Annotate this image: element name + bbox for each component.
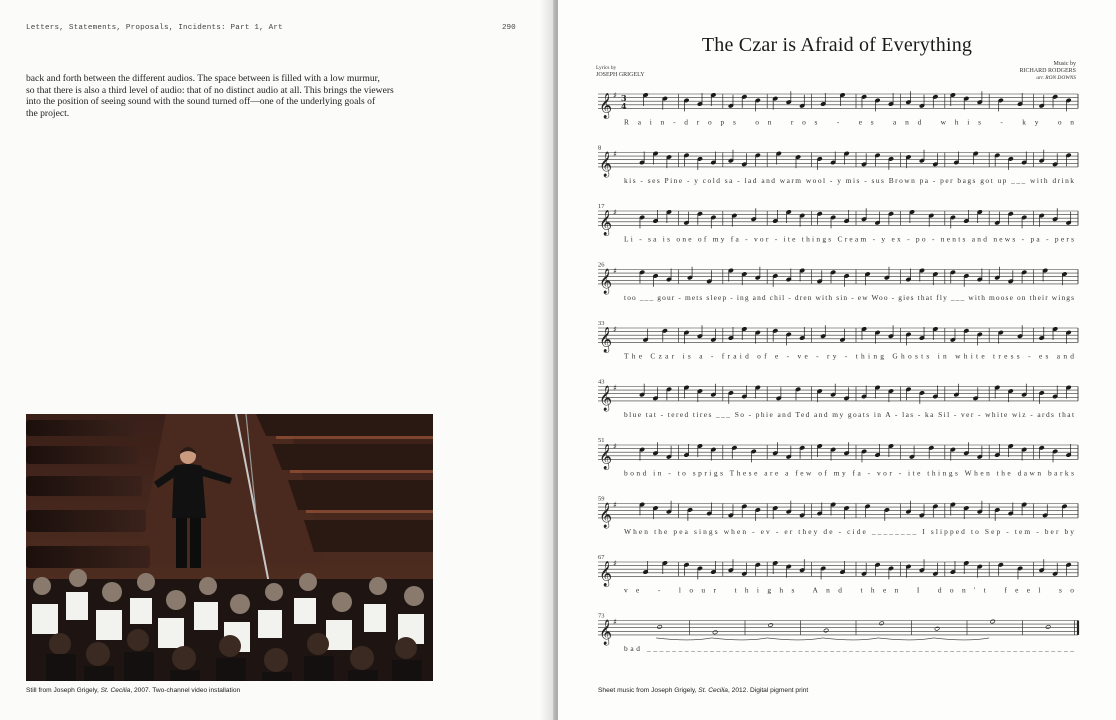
caption-text: Sheet music from Joseph Grigely, — [598, 687, 699, 694]
treble-clef-icon: 𝄞 — [599, 502, 613, 528]
caption-work-title: St. Cecilia — [698, 687, 728, 694]
score-caption — [598, 687, 808, 694]
note-head — [823, 628, 828, 633]
composer-name: RICHARD RODGERS — [1019, 68, 1076, 74]
key-sharp-icon: ♯ — [613, 559, 617, 568]
treble-clef-icon: 𝄞 — [599, 210, 613, 236]
treble-clef-icon: 𝄞 — [599, 93, 613, 119]
music-system — [598, 496, 1078, 536]
note-head — [990, 619, 995, 624]
measure-number: 51 — [598, 437, 605, 444]
measure-number: 8 — [598, 144, 602, 152]
caption-text: Still from Joseph Grigely, — [26, 687, 101, 694]
key-sharp-icon: ♯ — [613, 500, 617, 510]
choir-crowd — [26, 569, 433, 681]
body-text — [26, 73, 434, 119]
lyric-line: Li - sa is one of my fa - vor - ite things Cream - y ex - po - nents and news - pa - pers — [624, 234, 1075, 244]
treble-clef-icon: 𝄞 — [599, 561, 613, 587]
treble-clef-icon: 𝄞 — [599, 268, 613, 294]
lyrics-credit — [596, 65, 645, 79]
lyric-line: kis - ses Pine - y cold sa - lad and warm wool - y mis - sus Brown pa - per bags got up ___ with drink — [624, 175, 1075, 185]
lyric-line: When the pea sings when - ev - er they de - cide ________ I slipped to Sep - tem - ber by — [624, 526, 1074, 536]
music-system — [598, 262, 1078, 302]
treble-clef-icon: 𝄞 — [599, 151, 613, 177]
lyric-line: bad ____________________________________________________________________ — [624, 643, 1074, 653]
lyric-line: ve - lour thighs And then I don't feel so — [624, 585, 1074, 595]
note-head — [934, 626, 939, 631]
page-number: 290 — [502, 24, 516, 32]
measure-number: 43 — [598, 378, 605, 386]
note-head — [1045, 625, 1050, 630]
lyric-line: too ___ gour - mets sleep - ing and chil - dren with sin - ew Woo - gies that fly ___ with moose on their wings — [624, 292, 1074, 302]
tie-curve — [934, 638, 990, 640]
tie-curve — [656, 638, 712, 640]
note-head — [712, 630, 717, 635]
key-sharp-icon: ♯ — [613, 617, 617, 627]
lyric-line: blue tat - tered tires ___ So - phie and Ted and my goats in A - las - ka Sil - ver - white wiz - ards that — [624, 409, 1075, 419]
time-signature-bottom: 4 — [621, 100, 627, 111]
caption-work-title: St. Cecilia — [100, 687, 131, 694]
key-sharp-icon: ♯ — [613, 149, 617, 159]
lyrics-label: Lyrics by — [596, 65, 617, 71]
music-system — [598, 554, 1078, 594]
note-head — [657, 625, 662, 630]
music-system — [598, 203, 1078, 243]
music-system — [598, 91, 1078, 126]
key-sharp-icon: ♯ — [613, 91, 617, 100]
music-system — [598, 320, 1078, 360]
treble-clef-icon: 𝄞 — [599, 385, 613, 411]
conductor-choir-photo — [26, 414, 433, 681]
music-system — [598, 145, 1078, 185]
key-sharp-icon: ♯ — [613, 383, 617, 393]
tie-curve — [712, 638, 768, 640]
running-head: Letters, Statements, Proposals, Incidents: Part 1, Art — [26, 24, 283, 32]
key-sharp-icon: ♯ — [613, 442, 617, 451]
right-page — [558, 0, 1116, 720]
left-page — [0, 0, 553, 720]
body-line: the project. — [26, 107, 70, 119]
tie-curve — [767, 638, 823, 640]
photo-caption — [26, 687, 240, 694]
treble-clef-icon: 𝄞 — [599, 444, 613, 470]
sheet-music-score — [594, 88, 1084, 673]
lyric-line: Rain-drops on ros - es and whis - ky on — [624, 117, 1074, 127]
measure-number: 73 — [598, 612, 605, 620]
note-head — [768, 623, 773, 628]
treble-clef-icon: 𝄞 — [599, 619, 613, 645]
caption-text: , 2007. Two-channel video installation — [130, 687, 241, 694]
time-signature-top: 3 — [621, 93, 627, 103]
music-credit — [1019, 61, 1076, 82]
tie-curve — [878, 638, 934, 640]
measure-number: 26 — [598, 261, 605, 269]
lyric-line: The Czar is a - fraid of e - ve - ry - thing Ghosts in white tress - es and — [624, 351, 1075, 361]
music-system — [598, 437, 1078, 477]
body-line: back and forth between the different audios. The space between is filled with a low murmur, — [26, 73, 380, 84]
body-line: into the position of seeing sound with the sound turned off—one of the underlying goals of — [26, 96, 376, 108]
caption-text: , 2012. Digital pigment print — [727, 687, 809, 694]
body-line: so that there is also a third level of audio: that of no distinct audio at all. This brings the viewers — [26, 84, 394, 96]
song-title: The Czar is Afraid of Everything — [701, 34, 973, 56]
music-system — [598, 613, 1078, 653]
lyric-line: bond in - to sprigs These are a few of my fa - vor - ite things When the dawn barks — [624, 468, 1074, 478]
tie-curve — [823, 638, 879, 640]
music-label: Music by — [1053, 61, 1076, 67]
key-sharp-icon: ♯ — [613, 208, 617, 217]
key-sharp-icon: ♯ — [613, 266, 617, 276]
note-head — [879, 621, 884, 626]
music-system — [598, 379, 1078, 419]
photo-illustration — [26, 414, 433, 681]
treble-clef-icon: 𝄞 — [599, 327, 613, 353]
key-sharp-icon: ♯ — [613, 325, 617, 334]
lyricist-name: JOSEPH GRIGELY — [596, 72, 645, 78]
measure-number: 59 — [598, 495, 605, 503]
measure-number: 33 — [598, 320, 605, 327]
measure-number: 67 — [598, 554, 605, 561]
measure-number: 17 — [598, 203, 605, 210]
arranger-name: arr. RON DOWNS — [1036, 75, 1076, 81]
